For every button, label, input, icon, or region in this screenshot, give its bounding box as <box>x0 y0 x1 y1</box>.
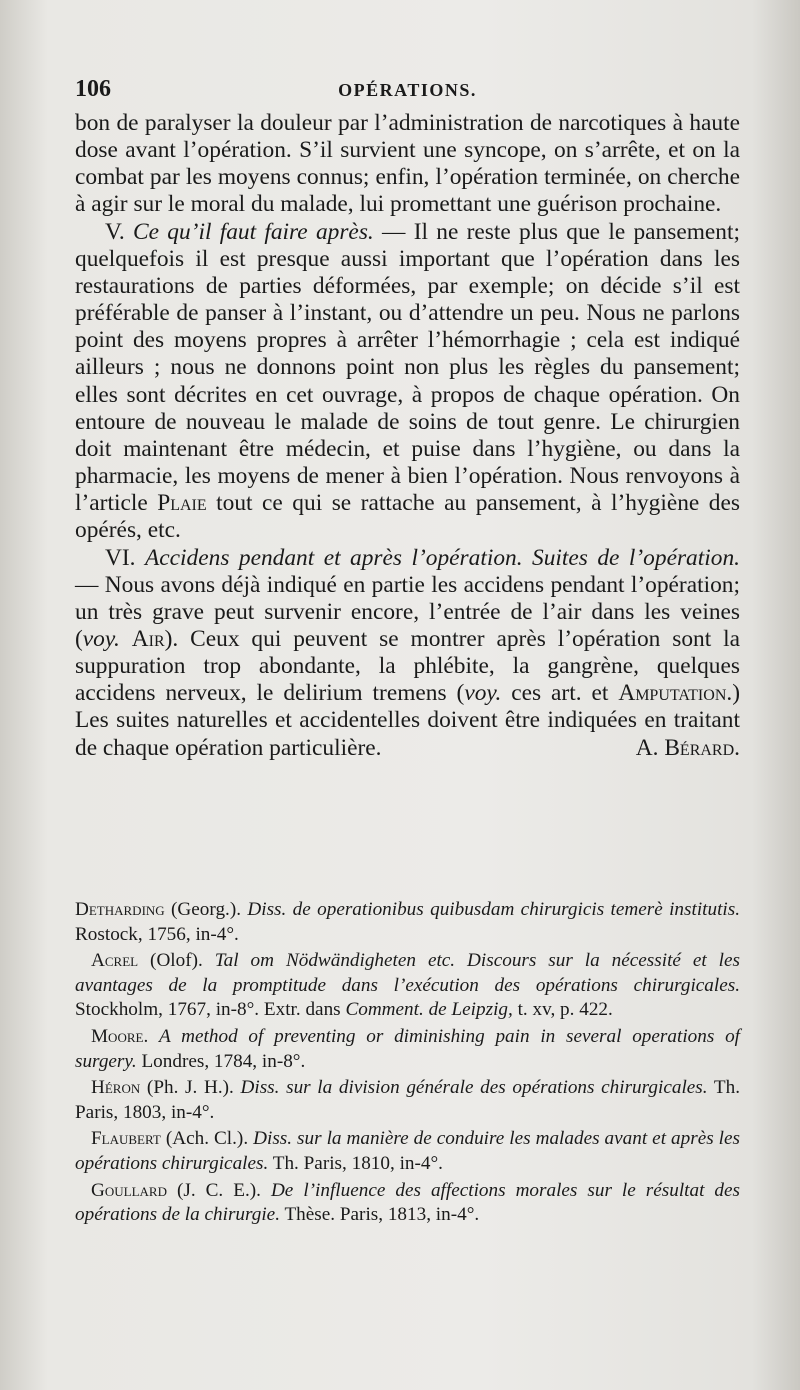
bib-title: De l’influence des affections morales sur le résultat des opérations de la chirurgie. <box>75 1179 741 1226</box>
bib-title: A method of preventing or diminishing pain in several operations of surgery. <box>75 1025 740 1072</box>
running-head: OPÉRATIONS. <box>338 80 477 100</box>
voy-abbrev: voy. <box>82 625 120 652</box>
bib-imprint: Rostock, 1756, in-4°. <box>75 923 239 945</box>
paragraph-text: tout ce qui se rattache au pansement, à l’hygiène des opérés, etc. <box>75 490 740 544</box>
bibliography-entry <box>75 1179 740 1228</box>
bibliography-entry <box>75 1025 740 1074</box>
bib-imprint: Londres, 1784, in-8°. <box>136 1050 306 1072</box>
bib-text: (Ach. Cl.). <box>160 1128 254 1150</box>
bib-imprint: Stockholm, 1767, in-8°. Extr. dans <box>75 999 346 1021</box>
voy-abbrev: voy. <box>464 680 502 707</box>
page-header <box>75 76 740 106</box>
bib-imprint: Th. Paris, 1803, in-4°. <box>75 1077 741 1123</box>
bib-imprint: Thèse. Paris, 1813, in-4°. <box>280 1204 480 1226</box>
section-number: VI. <box>105 544 136 571</box>
cross-reference: Plaie <box>157 490 207 517</box>
bib-text: (Ph. J. H.). <box>140 1077 241 1099</box>
paragraph-text: bon de paralyser la douleur par l’administration de narcotiques à haute dose avant l’opération. S’il survient une syncope, on s’arrête, et on la combat par les moyens connus; enfin, l’opération terminée, on cherche à agir sur le moral du malade, lui promettant une guérison prochaine. <box>75 110 740 218</box>
bib-text: (Georg.). <box>164 899 248 920</box>
page-number: 106 <box>75 76 111 102</box>
bib-author: Acrel <box>91 950 139 972</box>
section-heading: Accidens pendant et après l’opération. Suites de l’opération. <box>145 544 740 571</box>
paragraph-section-vi <box>75 545 740 762</box>
bib-imprint: t. xv, p. 422. <box>512 999 613 1021</box>
bib-text: . <box>143 1025 160 1047</box>
bibliography <box>75 898 740 1230</box>
bibliography-entry <box>75 1076 740 1125</box>
main-text <box>75 110 740 762</box>
bib-title: Tal om Nödwändigheten etc. Discours sur la nécessité et les avantages de la promptitude dans l’exécution des opérations chirurgicales. <box>75 950 740 996</box>
paragraph-section-v <box>75 219 740 545</box>
bib-author: Héron <box>91 1077 141 1099</box>
bib-author: Flaubert <box>91 1128 161 1150</box>
bib-text: (J. C. E.). <box>166 1179 271 1201</box>
author-signature: A. Bérard. <box>635 734 740 761</box>
bib-imprint: Th. Paris, 1810, in-4°. <box>268 1152 443 1174</box>
bib-title: Comment. de Leipzig, <box>345 999 513 1021</box>
bibliography-entry <box>75 1127 740 1176</box>
paragraph-text: ces art. et <box>501 680 619 707</box>
section-heading: Ce qu’il faut faire après. <box>133 218 374 245</box>
bibliography-entry <box>75 949 740 1023</box>
paragraph-text: ). Ceux qui peuvent se montrer après l’opération sont la suppuration trop abondante, la phlébite, la gangrène, quelques accidens nerveux, le delirium tremens ( <box>75 625 740 707</box>
bib-author: Moore <box>91 1025 144 1047</box>
bib-text: (Olof). <box>138 950 215 972</box>
paragraph-text: — Nous avons déjà indiqué en partie les accidens pendant l’opération; un très grave peut survenir encore, l’entrée de l’air dans les veines ( <box>75 571 740 652</box>
paragraph-text: .) Les suites naturelles et accidentelles doivent être indiquées en traitant de chaque opération particulière. <box>75 680 741 761</box>
bibliography-entry <box>75 898 740 947</box>
paragraph-text: — Il ne reste plus que le pansement; quelquefois il est presque aussi important que l’opération dans les restaurations de parties déformées, par exemple; on décide s’il est préférable de panser à l’instant, ou d’attendre un peu. Nous ne parlons point des moyens propres à arrêter l’hémorrhagie ; cela est indiqué ailleurs ; nous ne donnons point non plus les règles du pansement; elles sont décrites en cet ouvrage, à propos de chaque opération. On entoure de nouveau le malade de soins de tout genre. Le chirurgien doit maintenant être médecin, et puise dans l’hygiène, ou dans la pharmacie, les moyens de mener à bien l’opération. Nous renvoyons à l’article <box>75 218 740 517</box>
paragraph-continuation <box>75 110 740 219</box>
bib-author: Goullard <box>91 1179 167 1201</box>
bib-author: Detharding <box>75 899 165 920</box>
cross-reference: Air <box>131 625 165 652</box>
bib-title: Diss. de operationibus quibusdam chirurgicis temerè institutis. <box>247 899 740 920</box>
bib-title: Diss. sur la manière de conduire les malades avant et après les opérations chirurgicales. <box>75 1128 740 1174</box>
bib-title: Diss. sur la division générale des opérations chirurgicales. <box>240 1077 708 1099</box>
cross-reference: Amputation <box>618 680 727 707</box>
section-number: V. <box>105 218 125 245</box>
